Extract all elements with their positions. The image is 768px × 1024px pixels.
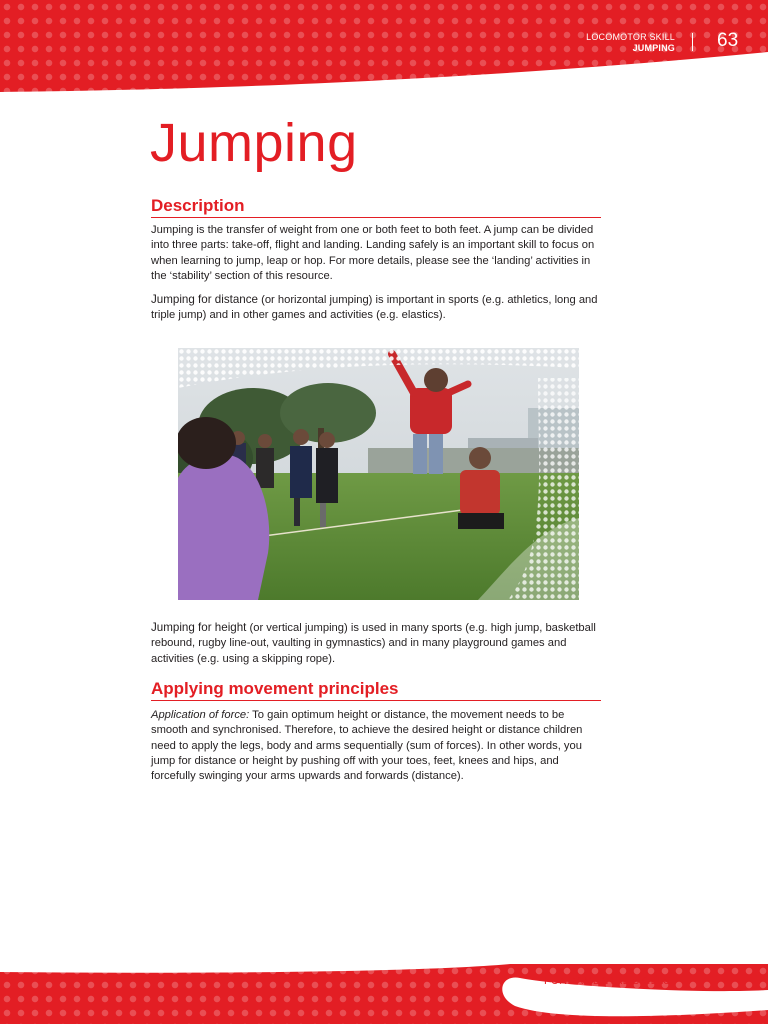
force-text: To gain optimum height or distance, the movement needs to be smooth and synchronised. Therefore, to achieve the desired height or distance children need to apply the legs, body and arms sequentially (sum of forces). In other words, you jump for distance or height by pushing off with your toes, feet, knees and hips, and forcefully swinging your arms upwards and forwards (distance).	[151, 709, 583, 783]
distance-text: (or horizontal jumping) is important in sports (e.g. athletics, long and triple jump) and in other games and activities (e.g. elastics).	[151, 294, 598, 322]
running-header	[586, 32, 675, 54]
header-skill-label: LOCOMOTOR SKILL	[586, 32, 675, 42]
page-number: 63	[717, 30, 739, 51]
footer-label: FUNDAMENTAL SKILLS	[544, 975, 672, 987]
height-text: (or vertical jumping) is used in many sports (e.g. high jump, basketball rebound, rugby line-out, vaulting in gymnastics) and in many playground games and activities (e.g. using a skipping rope).	[151, 622, 596, 665]
height-term: Jumping for height	[151, 621, 247, 634]
distance-paragraph	[151, 292, 603, 324]
footer-white-curve	[0, 964, 768, 1024]
children-jumping-photo	[178, 348, 579, 600]
height-paragraph	[151, 620, 603, 667]
distance-term: Jumping for distance	[151, 293, 258, 306]
principles-heading: Applying movement principles	[151, 679, 601, 701]
force-term: Application of force:	[151, 709, 250, 721]
page-title: Jumping	[150, 113, 358, 173]
force-paragraph	[151, 708, 603, 784]
footer-band	[0, 964, 768, 1024]
description-paragraph: Jumping is the transfer of weight from one or both feet to both feet. A jump can be divided into three parts: take-off, flight and landing. Landing safely is an important skill to focus on when learning to jump, leap or hop. For more details, please see the ‘landing’ activities in the ‘stability’ section of this resource.	[151, 224, 595, 282]
description-heading: Description	[151, 196, 601, 218]
header-divider	[692, 33, 693, 51]
header-topic-label: JUMPING	[632, 43, 675, 53]
